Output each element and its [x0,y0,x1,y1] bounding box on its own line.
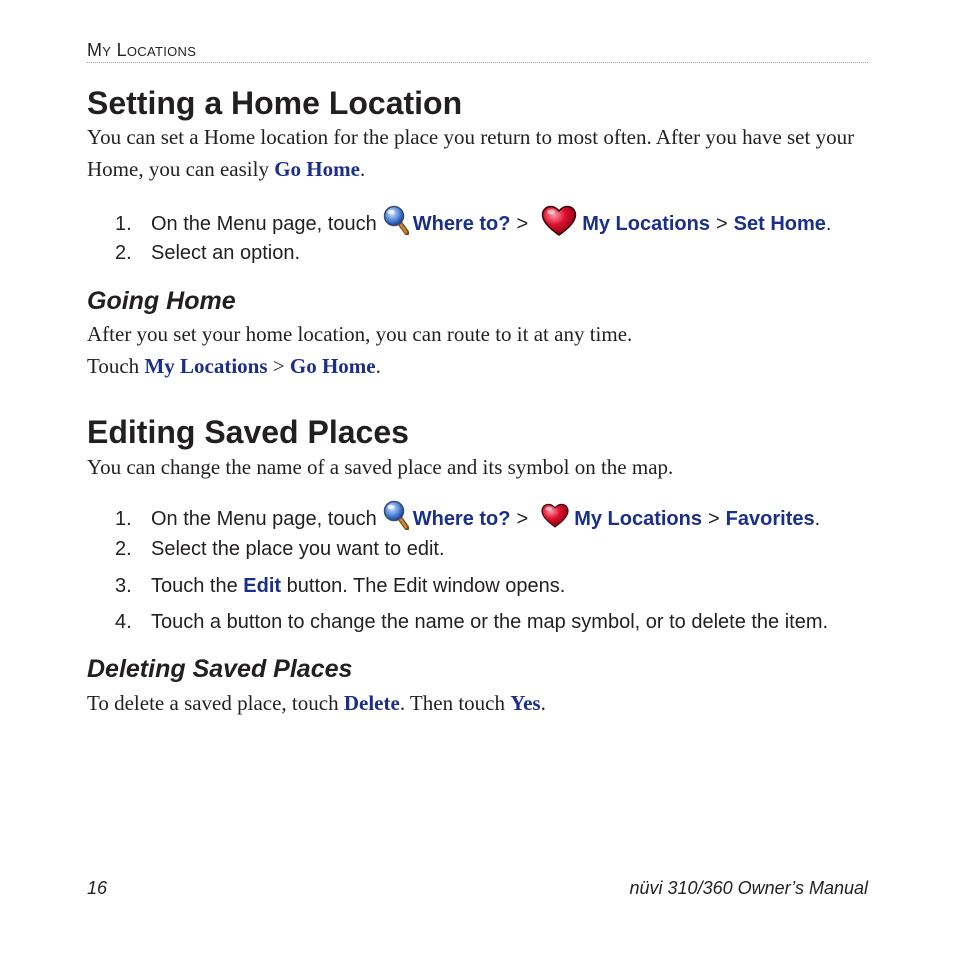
going-home-prefix: Touch [87,354,145,378]
section2-step-4 [115,609,868,635]
separator: > [516,507,529,530]
separator: > [715,212,728,235]
manual-page [87,0,868,954]
magnifier-icon [383,500,409,537]
my-locations-link: My Locations [582,212,710,235]
section-title-setting-home: Setting a Home Location [87,85,463,121]
deleting-saved-text [87,687,868,719]
favorites-link: Favorites [725,507,815,530]
step-number: 1. [115,507,132,530]
step-end: . [814,507,821,530]
section2-intro: You can change the name of a saved place and its symbol on the map. [87,455,674,479]
step-text-after: button. The Edit window opens. [281,575,566,597]
magnifier-icon [383,205,409,242]
going-home-line1: After you set your home location, you can route to it at any time. [87,322,633,346]
section1-step-2 [115,240,868,266]
deleting-middle: . Then touch [399,691,511,715]
subsection-title-deleting-saved: Deleting Saved Places [87,655,353,683]
step-number: 4. [115,611,132,633]
step-number: 3. [115,575,132,597]
step-number: 2. [115,538,132,560]
my-locations-link: My Locations [144,354,268,378]
step-number: 2. [115,242,132,264]
delete-link: Delete [343,691,400,715]
set-home-link: Set Home [733,212,826,235]
running-head: My Locations [87,40,868,63]
section1-intro [87,121,868,185]
section1-step-1 [115,203,868,244]
step-text: On the Menu page, touch [151,507,377,530]
step-text: Touch the [151,575,244,597]
step-text: On the Menu page, touch [151,212,377,235]
step-number: 1. [115,212,132,235]
heart-icon [540,501,570,536]
manual-title: nüvi 310/360 Owner’s Manual [629,878,868,898]
where-to-link: Where to? [412,507,511,530]
separator: > [267,354,290,378]
section2-step-1 [115,500,868,537]
separator: > [707,507,720,530]
line-end: . [375,354,381,378]
step-text: Select the place you want to edit. [151,538,445,560]
where-to-link: Where to? [412,212,511,235]
deleting-prefix: To delete a saved place, touch [87,691,344,715]
yes-link: Yes [510,691,541,715]
step-text: Select an option. [151,242,300,264]
edit-link: Edit [243,575,282,597]
go-home-link: Go Home [274,157,360,181]
section2-step-2 [115,536,868,562]
my-locations-link: My Locations [574,507,702,530]
step-end: . [825,212,832,235]
section1-intro-text: You can set a Home location for the place you return to most often. After you have set your Home, you can easily [87,125,855,181]
separator: > [516,212,529,235]
section1-intro-end: . [359,157,366,181]
going-home-line2 [87,350,868,382]
subsection-title-going-home: Going Home [87,287,236,315]
step-text: Touch a button to change the name or the map symbol, or to delete the item. [151,611,829,633]
section2-step-3 [115,573,868,599]
go-home-link: Go Home [289,354,376,378]
page-number: 16 [87,878,108,898]
section-title-editing-saved: Editing Saved Places [87,414,409,450]
line-end: . [540,691,546,715]
heart-icon [540,203,578,244]
